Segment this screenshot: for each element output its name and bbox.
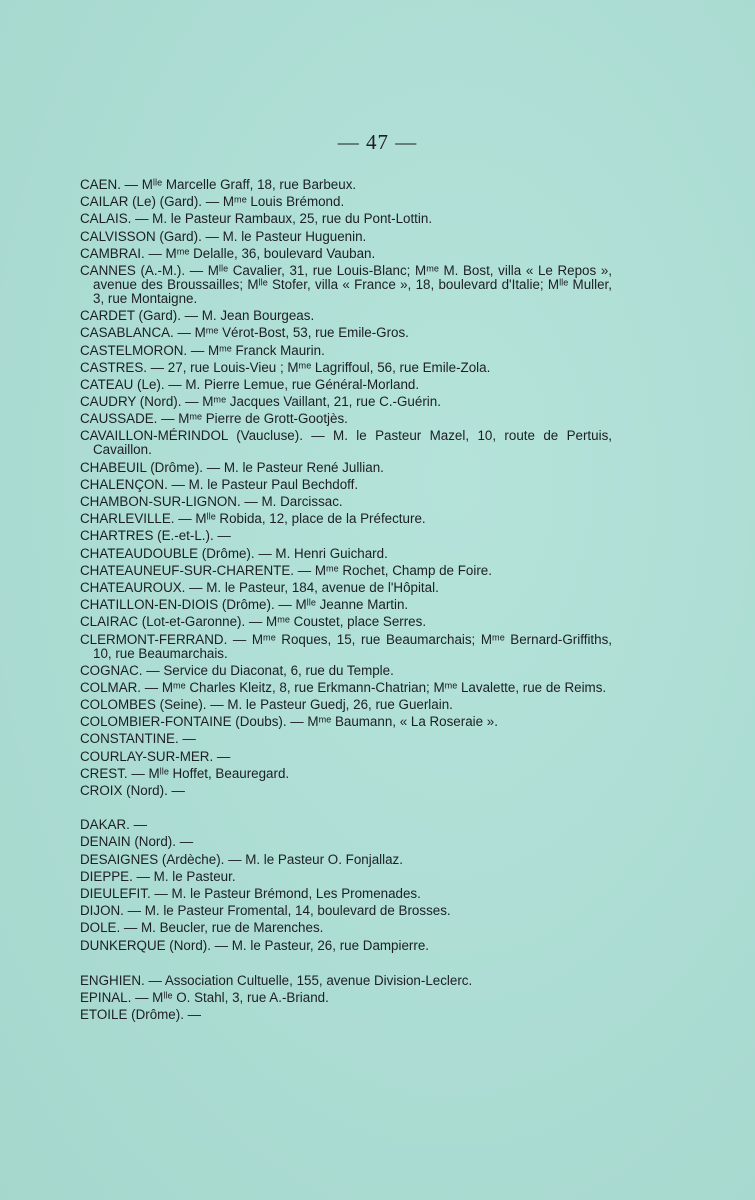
list-item: COURLAY-SUR-MER. —	[80, 748, 231, 764]
list-item: CHALENÇON. — M. le Pasteur Paul Bechdoff.	[80, 476, 359, 492]
list-item: EPINAL. — Mˡˡᵉ O. Stahl, 3, rue A.-Briand.	[80, 989, 329, 1005]
section-spacer	[80, 956, 612, 974]
page-number: — 47 —	[337, 130, 418, 154]
list-item: CASABLANCA. — Mᵐᵉ Vérot-Bost, 53, rue Emile-Gros.	[80, 325, 409, 341]
list-item: CASTELMORON. — Mᵐᵉ Franck Maurin.	[80, 342, 325, 358]
list-item: CARDET (Gard). — M. Jean Bourgeas.	[80, 308, 315, 324]
list-item: CAVAILLON-MÉRINDOL (Vaucluse). — M. le Pasteur Mazel, 10, route de Pertuis, Cavaillon.	[80, 428, 612, 458]
list-item: CHARLEVILLE. — Mˡˡᵉ Robida, 12, place de la Préfecture.	[80, 511, 426, 527]
directory-entries	[80, 178, 612, 1025]
list-item: CHATILLON-EN-DIOIS (Drôme). — Mˡˡᵉ Jeanne Martin.	[80, 597, 409, 613]
list-item: CAEN. — Mˡˡᵉ Marcelle Graff, 18, rue Barbeux.	[80, 177, 357, 192]
list-item: CHABEUIL (Drôme). — M. le Pasteur René Jullian.	[80, 459, 384, 475]
list-item: CHATEAUNEUF-SUR-CHARENTE. — Mᵐᵉ Rochet, Champ de Foire.	[80, 562, 492, 578]
list-item: CAMBRAI. — Mᵐᵉ Delalle, 36, boulevard Vauban.	[80, 245, 376, 261]
list-item: CALVISSON (Gard). — M. le Pasteur Huguenin.	[80, 228, 367, 244]
list-item: CLERMONT-FERRAND. — Mᵐᵉ Roques, 15, rue Beaumarchais; Mᵐᵉ Bernard-Griffiths, 10, rue Beaumarchais.	[80, 631, 612, 661]
entries-group-e	[80, 974, 612, 1022]
list-item: DOLE. — M. Beucler, rue de Marenches.	[80, 920, 324, 936]
list-item: DUNKERQUE (Nord). — M. le Pasteur, 26, rue Dampierre.	[80, 937, 429, 953]
list-item: CAUDRY (Nord). — Mᵐᵉ Jacques Vaillant, 21, rue C.-Guérin.	[80, 394, 441, 410]
list-item: DIEPPE. — M. le Pasteur.	[80, 868, 236, 884]
list-item: DIEULEFIT. — M. le Pasteur Brémond, Les Promenades.	[80, 885, 421, 901]
list-item: COLOMBIER-FONTAINE (Doubs). — Mᵐᵉ Baumann, « La Roseraie ».	[80, 714, 498, 730]
list-item: COLMAR. — Mᵐᵉ Charles Kleitz, 8, rue Erkmann-Chatrian; Mᵐᵉ Lavalette, rue de Reims.	[80, 679, 607, 695]
list-item: CREST. — Mˡˡᵉ Hoffet, Beauregard.	[80, 765, 290, 781]
list-item: CANNES (A.-M.). — Mˡˡᵉ Cavalier, 31, rue Louis-Blanc; Mᵐᵉ M. Bost, villa « Le Repos », avenue des Broussailles; Mˡˡᵉ Stofer, villa « France », 18, boulevard d'Italie; Mˡˡᵉ Muller, 3, rue Montaigne.	[80, 262, 612, 306]
list-item: COGNAC. — Service du Diaconat, 6, rue du Temple.	[80, 662, 394, 678]
list-item: ENGHIEN. — Association Cultuelle, 155, avenue Division-Leclerc.	[80, 972, 473, 988]
section-spacer	[80, 801, 612, 818]
list-item: CLAIRAC (Lot-et-Garonne). — Mᵐᵉ Coustet, place Serres.	[80, 614, 427, 630]
list-item: CAILAR (Le) (Gard). — Mᵐᵉ Louis Brémond.	[80, 194, 345, 210]
list-item: CASTRES. — 27, rue Louis-Vieu ; Mᵐᵉ Lagriffoul, 56, rue Emile-Zola.	[80, 359, 491, 375]
list-item: DENAIN (Nord). —	[80, 834, 194, 850]
list-item: ETOILE (Drôme). —	[80, 1007, 202, 1023]
list-item: CATEAU (Le). — M. Pierre Lemue, rue Général-Morland.	[80, 376, 420, 392]
list-item: CONSTANTINE. —	[80, 731, 196, 747]
entries-group-c	[80, 178, 612, 798]
list-item: CALAIS. — M. le Pasteur Rambaux, 25, rue du Pont-Lottin.	[80, 211, 433, 227]
list-item: DESAIGNES (Ardèche). — M. le Pasteur O. Fonjallaz.	[80, 851, 403, 867]
list-item: DAKAR. —	[80, 817, 147, 833]
list-item: CHARTRES (E.-et-L.). —	[80, 528, 231, 544]
list-item: CHATEAUROUX. — M. le Pasteur, 184, avenue de l'Hôpital.	[80, 579, 439, 595]
list-item: COLOMBES (Seine). — M. le Pasteur Guedj, 26, rue Guerlain.	[80, 697, 453, 713]
entries-group-d	[80, 818, 612, 952]
list-item: CROIX (Nord). —	[80, 783, 185, 798]
list-item: CAUSSADE. — Mᵐᵉ Pierre de Grott-Gootjès.	[80, 411, 348, 427]
list-item: CHAMBON-SUR-LIGNON. — M. Darcissac.	[80, 494, 343, 509]
list-item: CHATEAUDOUBLE (Drôme). — M. Henri Guichard.	[80, 545, 388, 561]
list-item: DIJON. — M. le Pasteur Fromental, 14, boulevard de Brosses.	[80, 903, 451, 919]
